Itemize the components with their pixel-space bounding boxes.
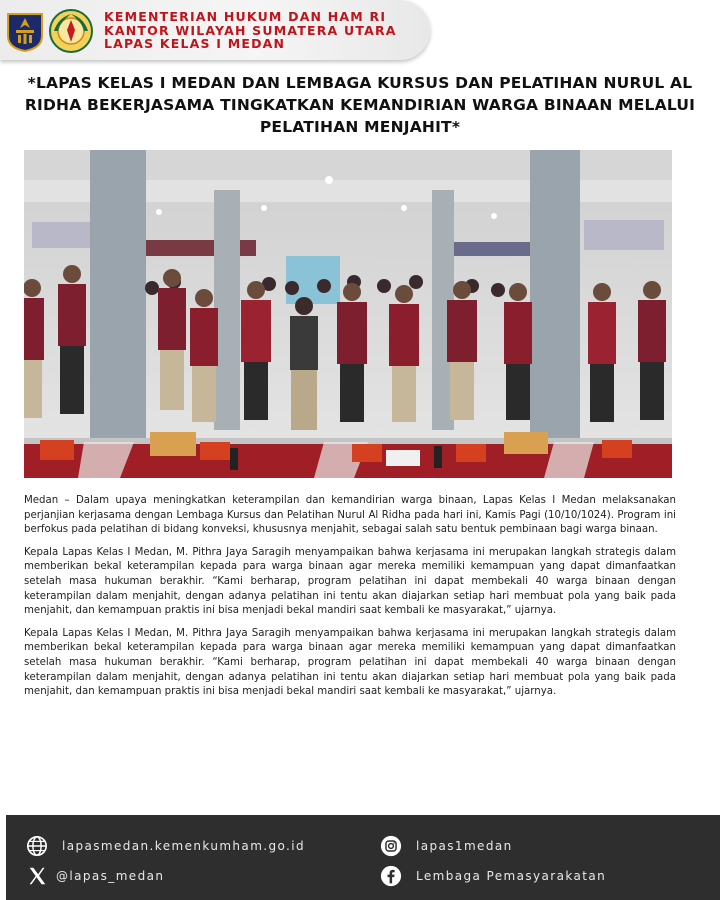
article-paragraph: Medan – Dalam upaya meningkatkan keterampilan dan kemandirian warga binaan, Lapas Kelas I Medan melaksanakan perjanjian kerjasama dengan Lembaga Kursus dan Pelatihan Nurul Al Ridha pada hari ini, Kamis Pagi (10/10/1024). Program ini berfokus pada pelatihan di bidang konveksi, khususnya menjahit, sebagai salah satu bentuk pembinaan bagi warga binaan. [24,495,676,536]
footer-x-text: @lapas_medan [56,869,165,883]
group-photo [24,150,672,478]
globe-icon [26,835,48,857]
header-badge [0,0,430,60]
instagram-icon [380,835,402,857]
footer-facebook-link[interactable] [380,865,606,887]
header-line-office: KANTOR WILAYAH SUMATERA UTARA [104,22,397,38]
footer-instagram-text: lapas1medan [416,839,513,853]
group-photo-illustration [24,150,672,478]
kemenkumham-logo-icon [6,10,44,52]
header-line-ministry: KEMENTERIAN HUKUM DAN HAM RI [104,9,387,24]
footer-website-link[interactable] [26,835,305,857]
header-text [104,10,397,51]
pemasyarakatan-logo-icon [48,8,94,54]
footer-website-text: lapasmedan.kemenkumham.go.id [62,839,306,853]
article-paragraph: Kepala Lapas Kelas I Medan, M. Pithra Jaya Saragih menyampaikan bahwa kerjasama ini merupakan langkah strategis dalam memberikan bekal keterampilan kepada para warga binaan agar mereka memiliki kemampuan yang dapat dimanfaatkan setelah masa hukuman berakhir. “Kami berharap, program pelatihan ini dapat membekali 40 warga binaan dengan keterampilan dalam menjahit, dengan adanya pelatihan ini tentu akan diajarkan setiap hari membuat pola yang baik pada menjahit, dan kemampuan praktis ini bisa menjadi bekal mandiri saat kembali ke masyarakat,” ujarnya. [24,627,676,698]
footer-facebook-text: Lembaga Pemasyarakatan [416,869,607,883]
facebook-icon [380,865,402,887]
x-icon [26,865,48,887]
article-body [24,494,676,708]
header-line-lapas: LAPAS KELAS I MEDAN [104,36,286,51]
article-title: *LAPAS KELAS I MEDAN DAN LEMBAGA KURSUS DAN PELATIHAN NURUL AL RIDHA BEKERJASAMA TINGKATKAN KEMANDIRIAN WARGA BINAAN MELALUI PELATIHAN MENJAHIT* [24,74,696,136]
article-paragraph: Kepala Lapas Kelas I Medan, M. Pithra Jaya Saragih menyampaikan bahwa kerjasama ini merupakan langkah strategis dalam memberikan bekal keterampilan kepada para warga binaan agar mereka memiliki kemampuan yang dapat dimanfaatkan setelah masa hukuman berakhir. “Kami berharap, program pelatihan ini dapat membekali 40 warga binaan dengan keterampilan dalam menjahit, dengan adanya pelatihan ini tentu akan diajarkan setiap hari membuat pola yang baik pada menjahit, dan kemampuan praktis ini bisa menjadi bekal mandiri saat kembali ke masyarakat,” ujarnya. [24,546,676,617]
footer-x-link[interactable] [26,865,164,887]
footer-instagram-link[interactable] [380,835,513,857]
footer [6,815,720,900]
